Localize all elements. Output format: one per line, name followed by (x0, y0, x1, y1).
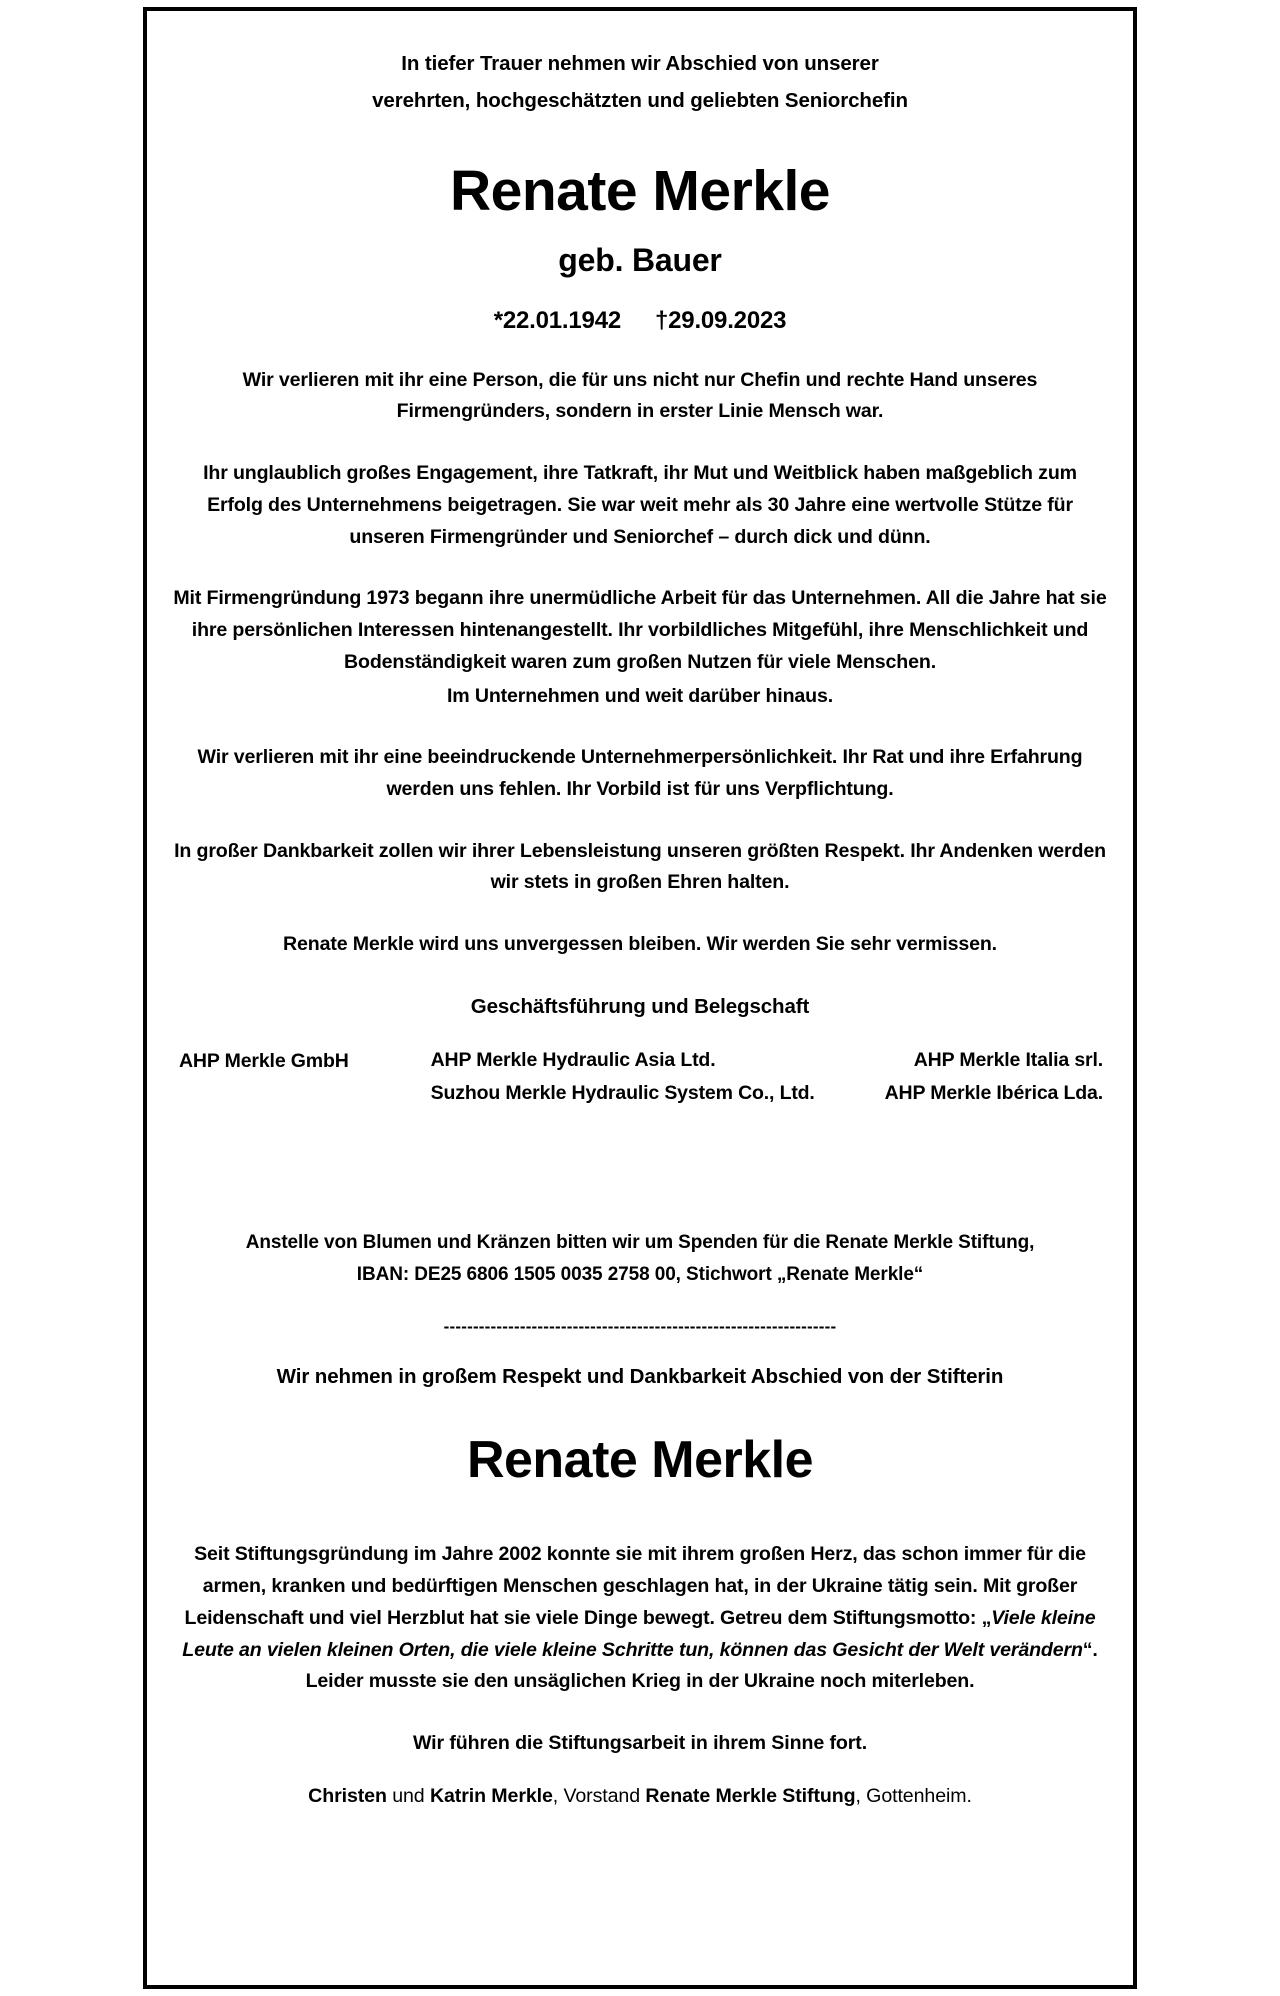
tribute-paragraph-2: Ihr unglaublich großes Engagement, ihre Tatkraft, ihr Mut und Weitblick haben maßgeblich zum Erfolg des Unternehmens beigetragen. Sie war weit mehr als 30 Jahre eine wertvolle Stütze für unseren Firmengründer und Seniorchef – durch dick und dünn. (203, 462, 1077, 548)
obituary-page (136, 0, 1144, 1996)
intro-line-1: In tiefer Trauer nehmen wir Abschied von unserer (401, 52, 879, 75)
section-divider: ------------------------------------------------------------------- (443, 1316, 837, 1336)
life-dates (173, 307, 1107, 335)
foundation-text-after-motto: “. Leider musste sie den unsäglichen Krieg in der Ukraine noch miterleben. (305, 1638, 1098, 1693)
tribute-paragraph-5: Wir verlieren mit ihr eine beeindruckende Unternehmerpersönlichkeit. Ihr Rat und ihre Erfahrung werden uns fehlen. Ihr Vorbild ist für uns Verpflichtung. (197, 746, 1083, 800)
tribute-paragraph-7: Renate Merkle wird uns unvergessen bleiben. Wir werden Sie sehr vermissen. (283, 933, 997, 956)
foundation-closing-text: Wir führen die Stiftungsarbeit in ihrem Sinne fort. (412, 1731, 868, 1754)
company-list (173, 1049, 1107, 1105)
tribute-paragraph-3: Mit Firmengründung 1973 begann ihre unermüdliche Arbeit für das Unternehmen. All die Jahre hat sie ihre persönlichen Interessen hintenangestellt. Ihr vorbildliches Mitgefühl, ihre Menschlichkeit und Bodenständigkeit waren zum großen Nutzen für viele Menschen. (173, 587, 1107, 673)
company-name: AHP Merkle Ibérica Lda. (884, 1081, 1103, 1104)
signatory-subhead: Geschäftsführung und Belegschaft (470, 994, 810, 1018)
company-column-left (173, 1049, 349, 1073)
signatory-name-1: Christen (308, 1784, 387, 1807)
company-name: AHP Merkle GmbH (179, 1049, 349, 1072)
foundation-text-before-motto: Seit Stiftungsgründung im Jahre 2002 konnte sie mit ihrem großen Herz, das schon immer für die armen, kranken und bedürftigen Menschen geschlagen hat, in der Ukraine tätig sein. Mit großer Leidenschaft und viel Herzblut hat sie viele Dinge bewegt. Getreu dem Stiftungsmotto: „ (184, 1543, 1086, 1629)
donation-request-line: Anstelle von Blumen und Kränzen bitten wir um Spenden für die Renate Merkle Stiftung, (245, 1231, 1035, 1253)
tribute-paragraph-1: Wir verlieren mit ihr eine Person, die für uns nicht nur Chefin und rechte Hand unseres Firmengründers, sondern in erster Linie Mensch war. (242, 368, 1038, 423)
foundation-intro-text: Wir nehmen in großem Respekt und Dankbarkeit Abschied von der Stifterin (276, 1364, 1004, 1388)
foundation-org-name: Renate Merkle Stiftung (645, 1784, 856, 1807)
company-name: AHP Merkle Hydraulic Asia Ltd. (430, 1048, 716, 1071)
tribute-paragraph-6: In großer Dankbarkeit zollen wir ihrer Lebensleistung unseren größten Respekt. Ihr Andenken werden wir stets in großen Ehren halten. (174, 839, 1106, 894)
company-name: AHP Merkle Italia srl. (913, 1048, 1103, 1071)
company-column-right (885, 1049, 1107, 1105)
death-date: †29.09.2023 (655, 306, 787, 334)
obituary-border-frame (143, 7, 1137, 1989)
foundation-signature (173, 1785, 1107, 1808)
deceased-maiden-name: geb. Bauer (558, 242, 722, 279)
donation-iban-line: IBAN: DE25 6806 1505 0035 2758 00, Stichwort „Renate Merkle“ (356, 1263, 924, 1285)
birth-date: *22.01.1942 (493, 306, 621, 334)
foundation-motto: Viele kleine Leute an vielen kleinen Orten, die viele kleine Schritte tun, können das Gesicht der Welt verändern (182, 1606, 1096, 1661)
donation-info (180, 1227, 1100, 1291)
tribute-paragraph-4: Im Unternehmen und weit darüber hinaus. (446, 684, 834, 707)
signatory-name-2: Katrin Merkle (429, 1784, 553, 1807)
foundation-paragraph (173, 1539, 1107, 1698)
company-column-middle (431, 1049, 815, 1105)
signatory-place: , Gottenheim. (855, 1784, 972, 1807)
intro-line-2: verehrten, hochgeschätzten und geliebten Seniorchefin (372, 89, 908, 113)
signatory-role: , Vorstand (552, 1784, 646, 1807)
obituary-notice (173, 45, 1107, 1808)
foundation-deceased-name: Renate Merkle (466, 1430, 814, 1489)
company-name: Suzhou Merkle Hydraulic System Co., Ltd. (430, 1081, 815, 1104)
intro-text (280, 45, 1000, 120)
deceased-name: Renate Merkle (449, 158, 830, 223)
signature-conjunction: und (386, 1784, 430, 1807)
